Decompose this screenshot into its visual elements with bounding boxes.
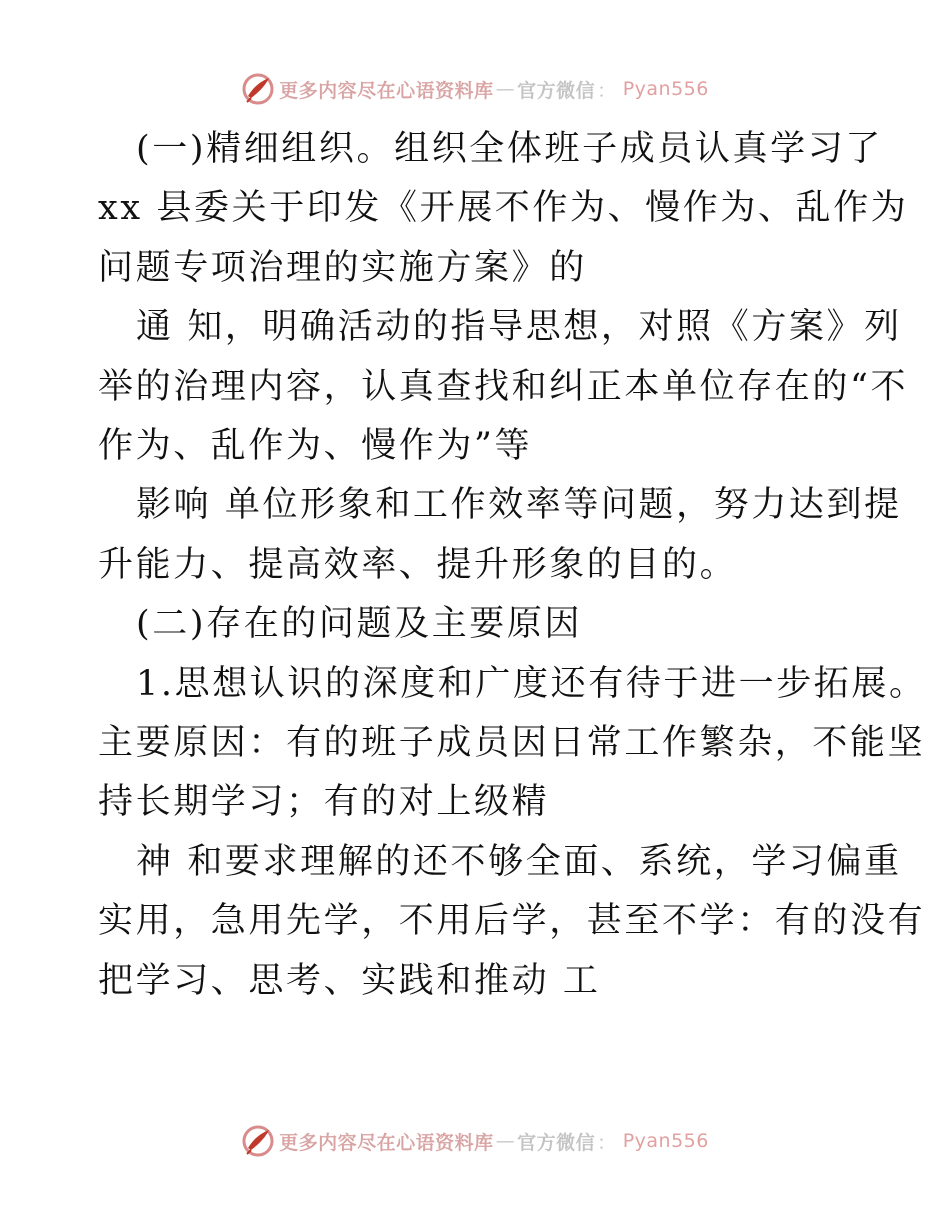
watermark-colon: ： (597, 1131, 617, 1154)
header-watermark (0, 72, 950, 106)
text-line: 影响 单位形象和工作效率等问题，努力达到提 (136, 485, 902, 526)
text-line: 作为、乱作为、慢作为”等 (98, 426, 533, 467)
watermark-sub-text: 官方微信 (517, 1131, 596, 1154)
text-line: 实用，急用先学，不用后学，甚至不学：有的没有 (98, 901, 926, 942)
text-line: 问题专项治理的实施方案》的 (98, 247, 587, 288)
text-line: 把学习、思考、实践和推动 工 (98, 960, 601, 1001)
text-line: xx 县委关于印发《开展不作为、慢作为、乱作为 (98, 188, 909, 229)
document-body (98, 120, 927, 1011)
text-line: 主要原因：有的班子成员因日常工作繁杂，不能坚 (98, 723, 926, 764)
text-line: 通 知，明确活动的指导思想，对照《方案》列 (136, 307, 902, 348)
text-line: (二)存在的问题及主要原因 (136, 604, 583, 645)
watermark-wechat-id: Pyan556 (622, 78, 709, 100)
footer-watermark (0, 1124, 950, 1158)
watermark-main-text: 更多内容尽在心语资料库 (279, 79, 494, 102)
watermark-main-text: 更多内容尽在心语资料库 (279, 1131, 494, 1154)
text-line: 神 和要求理解的还不够全面、系统，学习偏重 (136, 841, 902, 882)
watermark-wechat-id: Pyan556 (622, 1130, 709, 1152)
text-line: 举的治理内容，认真查找和纠正本单位存在的“不 (98, 366, 909, 407)
watermark-dash: — (495, 1130, 516, 1152)
pen-nib-logo-icon (241, 72, 275, 106)
pen-nib-logo-icon (241, 1124, 275, 1158)
text-line: 升能力、提高效率、提升形象的目的。 (98, 544, 738, 585)
text-line: (一)精细组织。组织全体班子成员认真学习了 (136, 129, 883, 169)
text-line: 持长期学习；有的对上级精 (98, 782, 550, 823)
watermark-sub-text: 官方微信 (517, 79, 596, 102)
watermark-dash: — (495, 78, 516, 100)
watermark-colon: ： (597, 79, 617, 102)
text-line: 1.思想认识的深度和广度还有待于进一步拓展。 (136, 663, 927, 704)
